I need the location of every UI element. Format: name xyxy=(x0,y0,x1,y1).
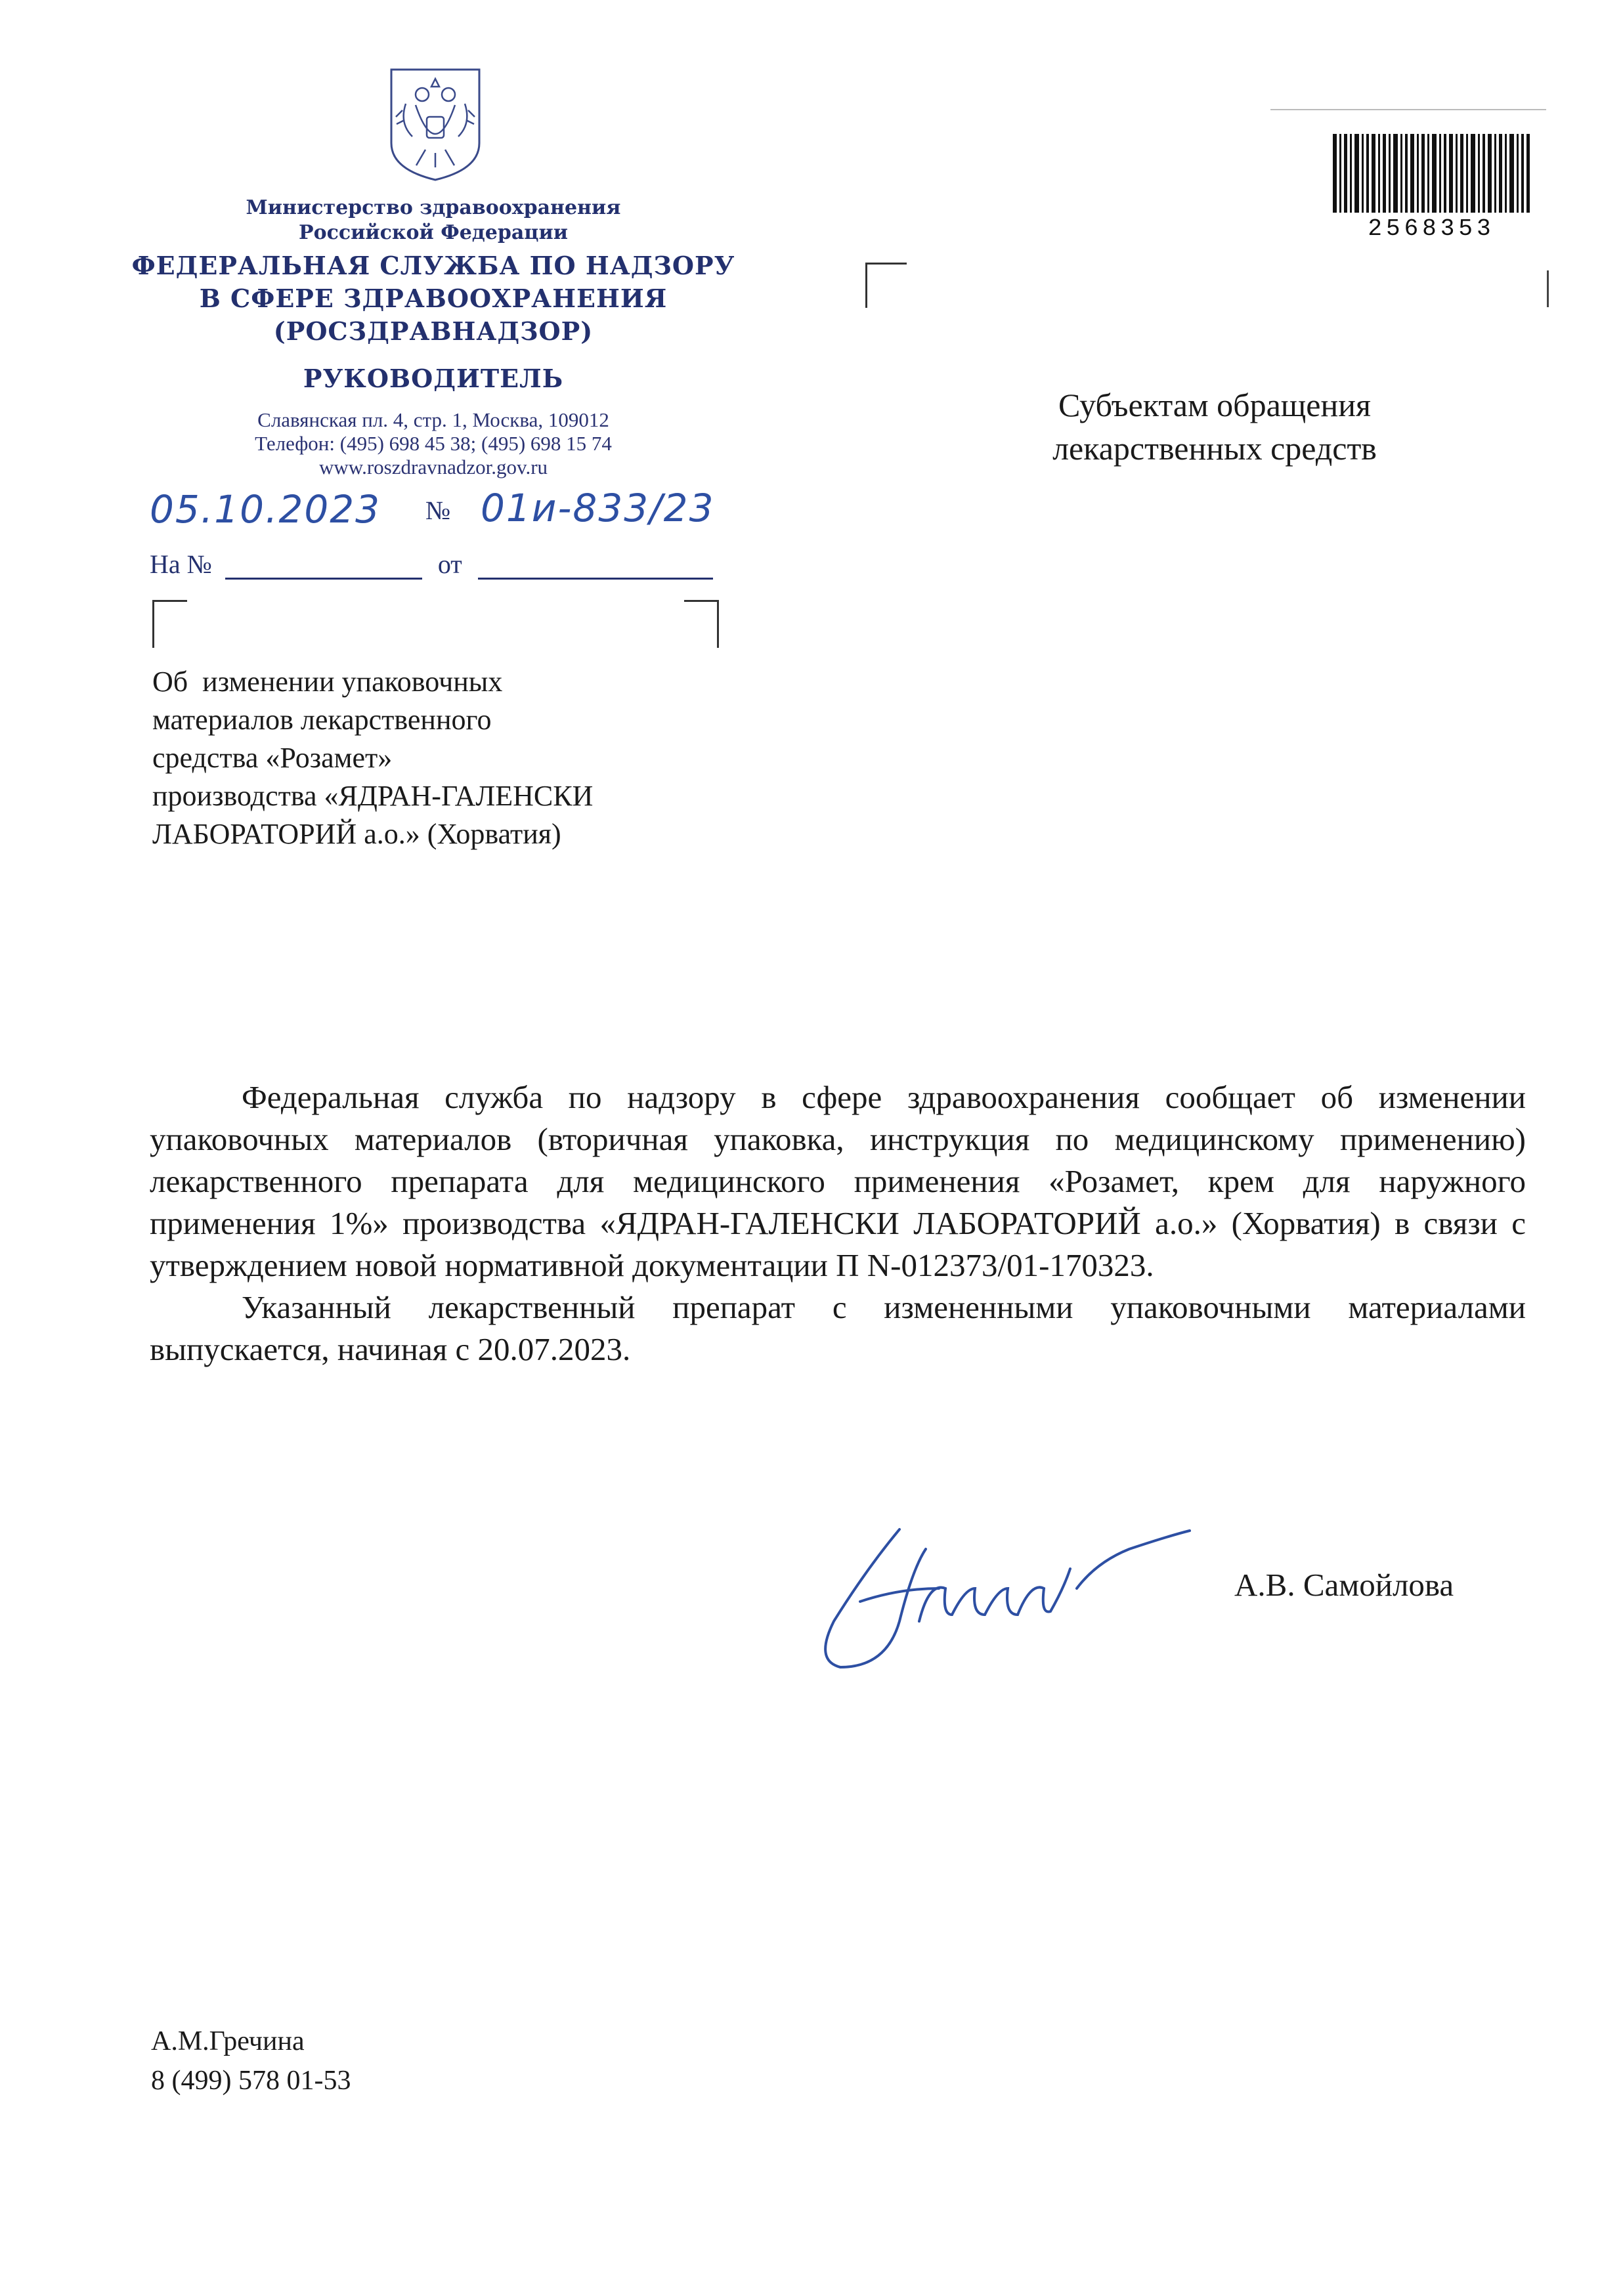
recipient-line1: Субъектам обращения xyxy=(1058,387,1371,423)
service-name-line1: ФЕДЕРАЛЬНАЯ СЛУЖБА ПО НАДЗОРУ xyxy=(131,251,735,280)
letter-body xyxy=(150,1076,1526,1371)
address: Славянская пл. 4, стр. 1, Москва, 109012 xyxy=(257,408,609,431)
top-rule xyxy=(1270,109,1546,110)
executor-name: А.М.Гречина xyxy=(151,2026,305,2056)
recipient-line2: лекарственных средств xyxy=(1052,430,1377,467)
ministry-name-line1: Министерство здравоохранения xyxy=(246,196,621,219)
service-name-line2: В СФЕРЕ ЗДРАВООХРАНЕНИЯ xyxy=(199,284,668,313)
reference-from-label: от xyxy=(437,549,462,579)
registration-date: 05.10.2023 xyxy=(150,487,381,532)
handwritten-signature xyxy=(788,1490,1208,1687)
subject-line3: средства «Розамет» xyxy=(152,742,393,774)
recipient xyxy=(952,383,1477,470)
reference-number-label: На № xyxy=(150,549,212,579)
subject xyxy=(152,663,743,853)
website: www.roszdravnadzor.gov.ru xyxy=(318,456,548,478)
barcode-number: 2568353 xyxy=(1368,215,1495,242)
letterhead xyxy=(131,196,735,479)
coat-of-arms-emblem xyxy=(386,64,485,182)
margin-mark xyxy=(1547,270,1549,307)
reference-line xyxy=(150,549,713,580)
subject-corner-left xyxy=(152,600,187,648)
head-title: РУКОВОДИТЕЛЬ xyxy=(303,364,564,393)
phone: Телефон: (495) 698 45 38; (495) 698 15 74 xyxy=(255,432,612,455)
ministry-name-line2: Российской Федерации xyxy=(299,221,568,244)
subject-line2: материалов лекарственного xyxy=(152,704,492,736)
subject-corner-right xyxy=(684,600,719,648)
subject-line1: Об изменении упаковочных xyxy=(152,666,503,698)
reference-date-blank xyxy=(478,558,713,580)
number-sign: № xyxy=(425,496,451,525)
body-paragraph-2: Указанный лекарственный препарат с измененными упаковочными материалами выпускается, начиная с 20.07.2023. xyxy=(150,1289,1526,1367)
executor-phone: 8 (499) 578 01-53 xyxy=(151,2066,351,2096)
barcode xyxy=(1333,134,1530,213)
body-paragraph-1: Федеральная служба по надзору в сфере здравоохранения сообщает об изменении упаковочных материалов (вторичная упаковка, инструкция по медицинскому применению) лекарственного препарата для медицинского применения «Розамет, крем для наружного применения 1%» производства «ЯДРАН-ГАЛЕНСКИ ЛАБОРАТОРИЙ а.о.» (Хорватия) в связи с утверждением новой нормативной документации П N-012373/01-170323. xyxy=(150,1079,1526,1283)
reference-number-blank xyxy=(225,558,422,580)
registration-number: 01и-833/23 xyxy=(481,486,715,530)
subject-line5: ЛАБОРАТОРИЙ а.о.» (Хорватия) xyxy=(152,818,561,850)
addressee-corner xyxy=(865,263,907,308)
executor xyxy=(151,2022,351,2100)
signer-name: А.В. Самойлова xyxy=(1234,1567,1454,1603)
subject-line4: производства «ЯДРАН-ГАЛЕНСКИ xyxy=(152,780,594,812)
service-name-line3: (РОСЗДРАВНАДЗОР) xyxy=(273,316,594,346)
